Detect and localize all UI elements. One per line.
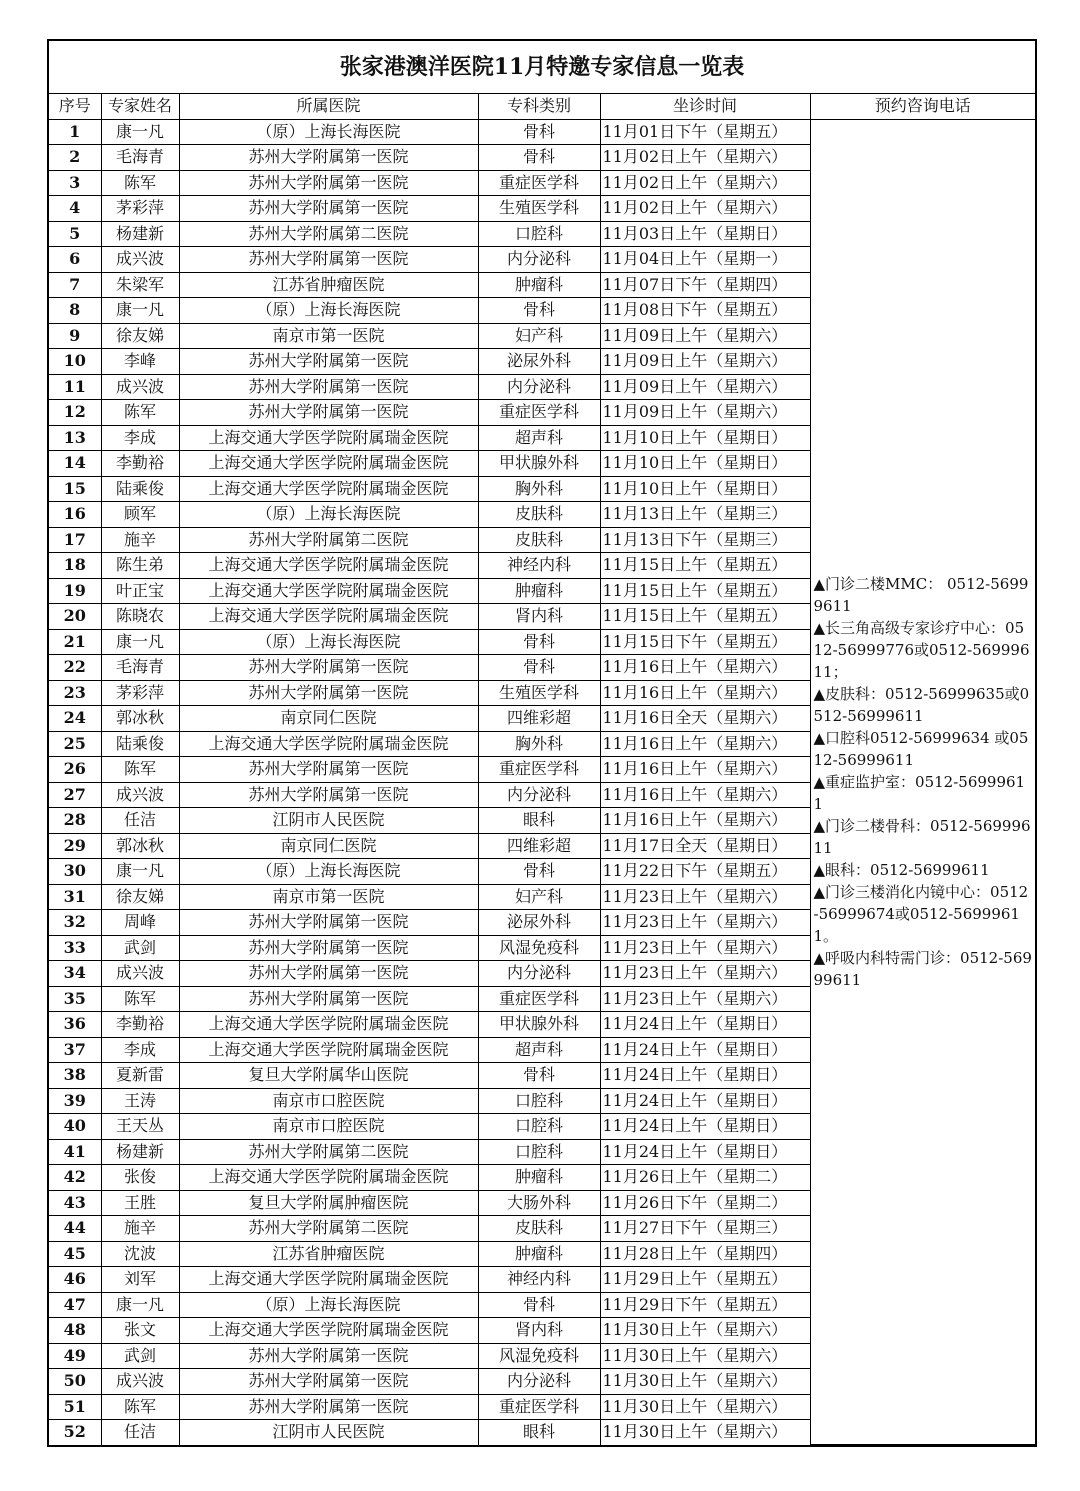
contact-line: ▲门诊三楼消化内镜中心：0512-56999674或0512-56999611。	[813, 882, 1029, 945]
cell-index: 51	[49, 1394, 101, 1420]
cell-expert-name: 周峰	[101, 910, 179, 936]
cell-specialty: 风湿免疫科	[478, 1343, 600, 1369]
cell-expert-name: 陈军	[101, 170, 179, 196]
cell-time: 11月15日下午（星期五）	[600, 629, 810, 655]
cell-expert-name: 夏新雷	[101, 1063, 179, 1089]
cell-specialty: 重症医学科	[478, 986, 600, 1012]
cell-expert-name: 任洁	[101, 808, 179, 834]
cell-specialty: 骨科	[478, 655, 600, 681]
cell-hospital: 上海交通大学医学院附属瑞金医院	[179, 1037, 478, 1063]
cell-index: 5	[49, 221, 101, 247]
contact-line: ▲口腔科0512-56999634 或0512-56999611	[813, 728, 1029, 769]
cell-index: 36	[49, 1012, 101, 1038]
cell-time: 11月09日上午（星期六）	[600, 400, 810, 426]
cell-specialty: 骨科	[478, 145, 600, 171]
cell-expert-name: 任洁	[101, 1420, 179, 1445]
cell-specialty: 重症医学科	[478, 1394, 600, 1420]
cell-time: 11月07日下午（星期四）	[600, 272, 810, 298]
cell-hospital: 苏州大学附属第二医院	[179, 1139, 478, 1165]
cell-specialty: 神经内科	[478, 553, 600, 579]
cell-hospital: 苏州大学附属第二医院	[179, 1216, 478, 1242]
cell-index: 22	[49, 655, 101, 681]
cell-specialty: 骨科	[478, 298, 600, 324]
cell-specialty: 神经内科	[478, 1267, 600, 1293]
cell-expert-name: 顾军	[101, 502, 179, 528]
cell-index: 21	[49, 629, 101, 655]
cell-time: 11月23日上午（星期六）	[600, 986, 810, 1012]
cell-index: 42	[49, 1165, 101, 1191]
cell-specialty: 骨科	[478, 119, 600, 145]
cell-hospital: 上海交通大学医学院附属瑞金医院	[179, 578, 478, 604]
cell-expert-name: 郭冰秋	[101, 706, 179, 732]
cell-index: 49	[49, 1343, 101, 1369]
cell-expert-name: 李勤裕	[101, 451, 179, 477]
cell-index: 16	[49, 502, 101, 528]
cell-hospital: 苏州大学附属第一医院	[179, 757, 478, 783]
cell-index: 25	[49, 731, 101, 757]
cell-hospital: （原）上海长海医院	[179, 859, 478, 885]
cell-time: 11月23日上午（星期六）	[600, 910, 810, 936]
cell-hospital: 南京同仁医院	[179, 833, 478, 859]
cell-specialty: 胸外科	[478, 476, 600, 502]
cell-hospital: 苏州大学附属第一医院	[179, 196, 478, 222]
cell-expert-name: 施辛	[101, 527, 179, 553]
cell-time: 11月23日上午（星期六）	[600, 935, 810, 961]
cell-expert-name: 陈军	[101, 986, 179, 1012]
cell-expert-name: 成兴波	[101, 961, 179, 987]
cell-index: 11	[49, 374, 101, 400]
cell-specialty: 内分泌科	[478, 374, 600, 400]
cell-expert-name: 陈生弟	[101, 553, 179, 579]
cell-time: 11月24日上午（星期日）	[600, 1114, 810, 1140]
cell-expert-name: 成兴波	[101, 1369, 179, 1395]
cell-index: 30	[49, 859, 101, 885]
cell-expert-name: 徐友娣	[101, 323, 179, 349]
cell-specialty: 皮肤科	[478, 527, 600, 553]
cell-hospital: 上海交通大学医学院附属瑞金医院	[179, 604, 478, 630]
cell-expert-name: 茅彩萍	[101, 196, 179, 222]
cell-hospital: 苏州大学附属第一医院	[179, 935, 478, 961]
cell-specialty: 肿瘤科	[478, 578, 600, 604]
cell-specialty: 肾内科	[478, 604, 600, 630]
cell-specialty: 重症医学科	[478, 400, 600, 426]
cell-expert-name: 王涛	[101, 1088, 179, 1114]
cell-hospital: （原）上海长海医院	[179, 119, 478, 145]
cell-hospital: 江苏省肿瘤医院	[179, 272, 478, 298]
cell-specialty: 肿瘤科	[478, 1241, 600, 1267]
cell-hospital: 上海交通大学医学院附属瑞金医院	[179, 731, 478, 757]
cell-hospital: 苏州大学附属第一医院	[179, 986, 478, 1012]
cell-expert-name: 李峰	[101, 349, 179, 375]
cell-index: 8	[49, 298, 101, 324]
cell-index: 7	[49, 272, 101, 298]
cell-hospital: 上海交通大学医学院附属瑞金医院	[179, 553, 478, 579]
cell-specialty: 骨科	[478, 1063, 600, 1089]
cell-expert-name: 刘军	[101, 1267, 179, 1293]
cell-index: 28	[49, 808, 101, 834]
cell-index: 40	[49, 1114, 101, 1140]
cell-time: 11月10日上午（星期日）	[600, 476, 810, 502]
header-cell-name: 专家姓名	[101, 94, 179, 119]
cell-index: 17	[49, 527, 101, 553]
cell-hospital: 南京市口腔医院	[179, 1088, 478, 1114]
cell-specialty: 内分泌科	[478, 961, 600, 987]
cell-specialty: 胸外科	[478, 731, 600, 757]
cell-expert-name: 李成	[101, 425, 179, 451]
contact-line: ▲长三角高级专家诊疗中心：0512-56999776或0512-56999611；	[813, 618, 1030, 681]
header-cell-phone: 预约咨询电话	[810, 94, 1035, 119]
cell-expert-name: 王天丛	[101, 1114, 179, 1140]
cell-specialty: 肾内科	[478, 1318, 600, 1344]
cell-expert-name: 施辛	[101, 1216, 179, 1242]
cell-hospital: 江阴市人民医院	[179, 1420, 478, 1445]
cell-specialty: 口腔科	[478, 1139, 600, 1165]
cell-index: 14	[49, 451, 101, 477]
cell-expert-name: 成兴波	[101, 782, 179, 808]
cell-index: 19	[49, 578, 101, 604]
cell-time: 11月30日上午（星期六）	[600, 1394, 810, 1420]
cell-time: 11月03日上午（星期日）	[600, 221, 810, 247]
cell-index: 2	[49, 145, 101, 171]
contact-line: ▲皮肤科：0512-56999635或0512-56999611	[813, 684, 1030, 725]
cell-hospital: 苏州大学附属第一医院	[179, 400, 478, 426]
cell-hospital: 南京市第一医院	[179, 323, 478, 349]
cell-expert-name: 陈军	[101, 1394, 179, 1420]
cell-index: 52	[49, 1420, 101, 1445]
cell-time: 11月26日下午（星期二）	[600, 1190, 810, 1216]
header-cell-index: 序号	[49, 94, 101, 119]
cell-time: 11月23日上午（星期六）	[600, 961, 810, 987]
cell-time: 11月30日上午（星期六）	[600, 1343, 810, 1369]
cell-expert-name: 陆乘俊	[101, 731, 179, 757]
cell-hospital: 南京同仁医院	[179, 706, 478, 732]
cell-hospital: 苏州大学附属第一医院	[179, 349, 478, 375]
cell-specialty: 内分泌科	[478, 782, 600, 808]
cell-expert-name: 张俊	[101, 1165, 179, 1191]
cell-index: 38	[49, 1063, 101, 1089]
cell-specialty: 口腔科	[478, 1088, 600, 1114]
cell-hospital: 苏州大学附属第一医院	[179, 1343, 478, 1369]
cell-hospital: 苏州大学附属第一医院	[179, 1369, 478, 1395]
cell-specialty: 骨科	[478, 629, 600, 655]
cell-expert-name: 叶正宝	[101, 578, 179, 604]
cell-time: 11月26日上午（星期二）	[600, 1165, 810, 1191]
cell-hospital: 南京市第一医院	[179, 884, 478, 910]
cell-time: 11月13日上午（星期三）	[600, 502, 810, 528]
cell-index: 29	[49, 833, 101, 859]
contact-cell	[810, 119, 1035, 1445]
cell-time: 11月22日下午（星期五）	[600, 859, 810, 885]
cell-index: 6	[49, 247, 101, 273]
cell-index: 48	[49, 1318, 101, 1344]
cell-specialty: 眼科	[478, 808, 600, 834]
cell-hospital: 苏州大学附属第一医院	[179, 961, 478, 987]
cell-time: 11月16日上午（星期六）	[600, 757, 810, 783]
cell-expert-name: 朱梁军	[101, 272, 179, 298]
cell-specialty: 大肠外科	[478, 1190, 600, 1216]
cell-expert-name: 陈军	[101, 757, 179, 783]
schedule-table	[49, 94, 1035, 1445]
cell-time: 11月24日上午（星期日）	[600, 1037, 810, 1063]
cell-hospital: 苏州大学附属第一医院	[179, 374, 478, 400]
cell-time: 11月24日上午（星期日）	[600, 1139, 810, 1165]
cell-time: 11月09日上午（星期六）	[600, 374, 810, 400]
cell-index: 34	[49, 961, 101, 987]
contact-line: ▲门诊二楼MMC： 0512-56999611	[813, 574, 1029, 615]
cell-specialty: 四维彩超	[478, 833, 600, 859]
cell-hospital: 苏州大学附属第二医院	[179, 527, 478, 553]
cell-hospital: （原）上海长海医院	[179, 502, 478, 528]
cell-index: 27	[49, 782, 101, 808]
cell-expert-name: 康一凡	[101, 119, 179, 145]
cell-hospital: 苏州大学附属第一医院	[179, 1394, 478, 1420]
header-row	[49, 94, 1035, 119]
cell-hospital: 上海交通大学医学院附属瑞金医院	[179, 476, 478, 502]
header-cell-hospital: 所属医院	[179, 94, 478, 119]
cell-specialty: 眼科	[478, 1420, 600, 1445]
cell-time: 11月29日上午（星期五）	[600, 1267, 810, 1293]
cell-specialty: 妇产科	[478, 884, 600, 910]
cell-index: 20	[49, 604, 101, 630]
cell-hospital: 上海交通大学医学院附属瑞金医院	[179, 1012, 478, 1038]
cell-specialty: 内分泌科	[478, 247, 600, 273]
cell-expert-name: 茅彩萍	[101, 680, 179, 706]
cell-time: 11月16日上午（星期六）	[600, 808, 810, 834]
cell-expert-name: 杨建新	[101, 221, 179, 247]
cell-index: 45	[49, 1241, 101, 1267]
cell-index: 23	[49, 680, 101, 706]
cell-index: 39	[49, 1088, 101, 1114]
cell-time: 11月15日上午（星期五）	[600, 553, 810, 579]
cell-time: 11月30日上午（星期六）	[600, 1318, 810, 1344]
cell-time: 11月15日上午（星期五）	[600, 604, 810, 630]
cell-time: 11月30日上午（星期六）	[600, 1420, 810, 1445]
cell-index: 47	[49, 1292, 101, 1318]
cell-index: 50	[49, 1369, 101, 1395]
cell-expert-name: 陈晓农	[101, 604, 179, 630]
cell-index: 46	[49, 1267, 101, 1293]
cell-expert-name: 成兴波	[101, 247, 179, 273]
cell-index: 37	[49, 1037, 101, 1063]
cell-specialty: 重症医学科	[478, 170, 600, 196]
contact-line: ▲眼科：0512-56999611	[813, 860, 990, 879]
cell-specialty: 妇产科	[478, 323, 600, 349]
cell-expert-name: 陈军	[101, 400, 179, 426]
cell-time: 11月13日下午（星期三）	[600, 527, 810, 553]
cell-specialty: 肿瘤科	[478, 1165, 600, 1191]
cell-specialty: 骨科	[478, 859, 600, 885]
cell-expert-name: 杨建新	[101, 1139, 179, 1165]
cell-specialty: 四维彩超	[478, 706, 600, 732]
cell-expert-name: 郭冰秋	[101, 833, 179, 859]
contact-line: ▲重症监护室：0512-56999611	[813, 772, 1026, 813]
cell-specialty: 皮肤科	[478, 1216, 600, 1242]
cell-time: 11月16日上午（星期六）	[600, 731, 810, 757]
cell-specialty: 皮肤科	[478, 502, 600, 528]
cell-expert-name: 王胜	[101, 1190, 179, 1216]
cell-expert-name: 张文	[101, 1318, 179, 1344]
cell-index: 1	[49, 119, 101, 145]
cell-expert-name: 徐友娣	[101, 884, 179, 910]
cell-index: 12	[49, 400, 101, 426]
header-cell-specialty: 专科类别	[478, 94, 600, 119]
cell-hospital: 上海交通大学医学院附属瑞金医院	[179, 425, 478, 451]
cell-index: 33	[49, 935, 101, 961]
cell-hospital: 苏州大学附属第一医院	[179, 782, 478, 808]
contact-line: ▲呼吸内科特需门诊：0512-56999611	[813, 948, 1032, 989]
cell-expert-name: 武剑	[101, 1343, 179, 1369]
cell-specialty: 泌尿外科	[478, 349, 600, 375]
cell-index: 13	[49, 425, 101, 451]
cell-index: 43	[49, 1190, 101, 1216]
cell-hospital: （原）上海长海医院	[179, 298, 478, 324]
cell-hospital: 上海交通大学医学院附属瑞金医院	[179, 1165, 478, 1191]
contact-line: ▲门诊二楼骨科：0512-56999611	[813, 816, 1031, 857]
cell-index: 10	[49, 349, 101, 375]
cell-time: 11月17日全天（星期日）	[600, 833, 810, 859]
cell-expert-name: 毛海青	[101, 655, 179, 681]
cell-time: 11月02日上午（星期六）	[600, 196, 810, 222]
cell-specialty: 内分泌科	[478, 1369, 600, 1395]
cell-index: 15	[49, 476, 101, 502]
cell-index: 18	[49, 553, 101, 579]
cell-time: 11月23日上午（星期六）	[600, 884, 810, 910]
cell-time: 11月16日全天（星期六）	[600, 706, 810, 732]
schedule-sheet	[47, 39, 1037, 1447]
cell-hospital: 苏州大学附属第二医院	[179, 221, 478, 247]
cell-time: 11月29日下午（星期五）	[600, 1292, 810, 1318]
cell-hospital: （原）上海长海医院	[179, 1292, 478, 1318]
cell-index: 4	[49, 196, 101, 222]
cell-hospital: 上海交通大学医学院附属瑞金医院	[179, 451, 478, 477]
cell-hospital: 苏州大学附属第一医院	[179, 655, 478, 681]
cell-time: 11月16日上午（星期六）	[600, 680, 810, 706]
cell-time: 11月27日下午（星期三）	[600, 1216, 810, 1242]
cell-index: 26	[49, 757, 101, 783]
cell-expert-name: 李勤裕	[101, 1012, 179, 1038]
cell-specialty: 超声科	[478, 1037, 600, 1063]
cell-hospital: 苏州大学附属第一医院	[179, 910, 478, 936]
cell-expert-name: 康一凡	[101, 629, 179, 655]
cell-expert-name: 李成	[101, 1037, 179, 1063]
cell-specialty: 甲状腺外科	[478, 451, 600, 477]
cell-specialty: 口腔科	[478, 221, 600, 247]
cell-index: 3	[49, 170, 101, 196]
cell-time: 11月28日上午（星期四）	[600, 1241, 810, 1267]
cell-time: 11月16日上午（星期六）	[600, 782, 810, 808]
cell-specialty: 超声科	[478, 425, 600, 451]
cell-hospital: 江阴市人民医院	[179, 808, 478, 834]
cell-index: 35	[49, 986, 101, 1012]
cell-time: 11月30日上午（星期六）	[600, 1369, 810, 1395]
cell-expert-name: 毛海青	[101, 145, 179, 171]
cell-time: 11月02日上午（星期六）	[600, 170, 810, 196]
cell-hospital: 江苏省肿瘤医院	[179, 1241, 478, 1267]
cell-index: 31	[49, 884, 101, 910]
cell-specialty: 风湿免疫科	[478, 935, 600, 961]
cell-time: 11月10日上午（星期日）	[600, 451, 810, 477]
cell-specialty: 肿瘤科	[478, 272, 600, 298]
cell-time: 11月24日上午（星期日）	[600, 1012, 810, 1038]
cell-time: 11月09日上午（星期六）	[600, 349, 810, 375]
table-row	[49, 119, 1035, 145]
cell-time: 11月01日下午（星期五）	[600, 119, 810, 145]
cell-hospital: 苏州大学附属第一医院	[179, 170, 478, 196]
page-title: 张家港澳洋医院11月特邀专家信息一览表	[49, 41, 1035, 94]
cell-hospital: 复旦大学附属华山医院	[179, 1063, 478, 1089]
cell-time: 11月16日上午（星期六）	[600, 655, 810, 681]
cell-time: 11月24日上午（星期日）	[600, 1063, 810, 1089]
cell-index: 9	[49, 323, 101, 349]
header-cell-time: 坐诊时间	[600, 94, 810, 119]
cell-index: 32	[49, 910, 101, 936]
cell-index: 44	[49, 1216, 101, 1242]
cell-hospital: 复旦大学附属肿瘤医院	[179, 1190, 478, 1216]
cell-expert-name: 成兴波	[101, 374, 179, 400]
cell-hospital: 苏州大学附属第一医院	[179, 247, 478, 273]
cell-expert-name: 康一凡	[101, 1292, 179, 1318]
cell-time: 11月24日上午（星期日）	[600, 1088, 810, 1114]
cell-index: 24	[49, 706, 101, 732]
cell-specialty: 生殖医学科	[478, 196, 600, 222]
cell-hospital: 南京市口腔医院	[179, 1114, 478, 1140]
cell-time: 11月09日上午（星期六）	[600, 323, 810, 349]
cell-time: 11月15日上午（星期五）	[600, 578, 810, 604]
cell-expert-name: 武剑	[101, 935, 179, 961]
cell-expert-name: 康一凡	[101, 859, 179, 885]
cell-time: 11月02日上午（星期六）	[600, 145, 810, 171]
cell-hospital: 苏州大学附属第一医院	[179, 680, 478, 706]
cell-specialty: 骨科	[478, 1292, 600, 1318]
cell-specialty: 泌尿外科	[478, 910, 600, 936]
cell-expert-name: 康一凡	[101, 298, 179, 324]
cell-expert-name: 陆乘俊	[101, 476, 179, 502]
cell-hospital: 上海交通大学医学院附属瑞金医院	[179, 1267, 478, 1293]
cell-specialty: 重症医学科	[478, 757, 600, 783]
cell-time: 11月08日下午（星期五）	[600, 298, 810, 324]
cell-hospital: （原）上海长海医院	[179, 629, 478, 655]
cell-time: 11月04日上午（星期一）	[600, 247, 810, 273]
cell-time: 11月10日上午（星期日）	[600, 425, 810, 451]
cell-specialty: 甲状腺外科	[478, 1012, 600, 1038]
cell-index: 41	[49, 1139, 101, 1165]
cell-hospital: 苏州大学附属第一医院	[179, 145, 478, 171]
cell-expert-name: 沈波	[101, 1241, 179, 1267]
cell-specialty: 口腔科	[478, 1114, 600, 1140]
cell-specialty: 生殖医学科	[478, 680, 600, 706]
cell-hospital: 上海交通大学医学院附属瑞金医院	[179, 1318, 478, 1344]
